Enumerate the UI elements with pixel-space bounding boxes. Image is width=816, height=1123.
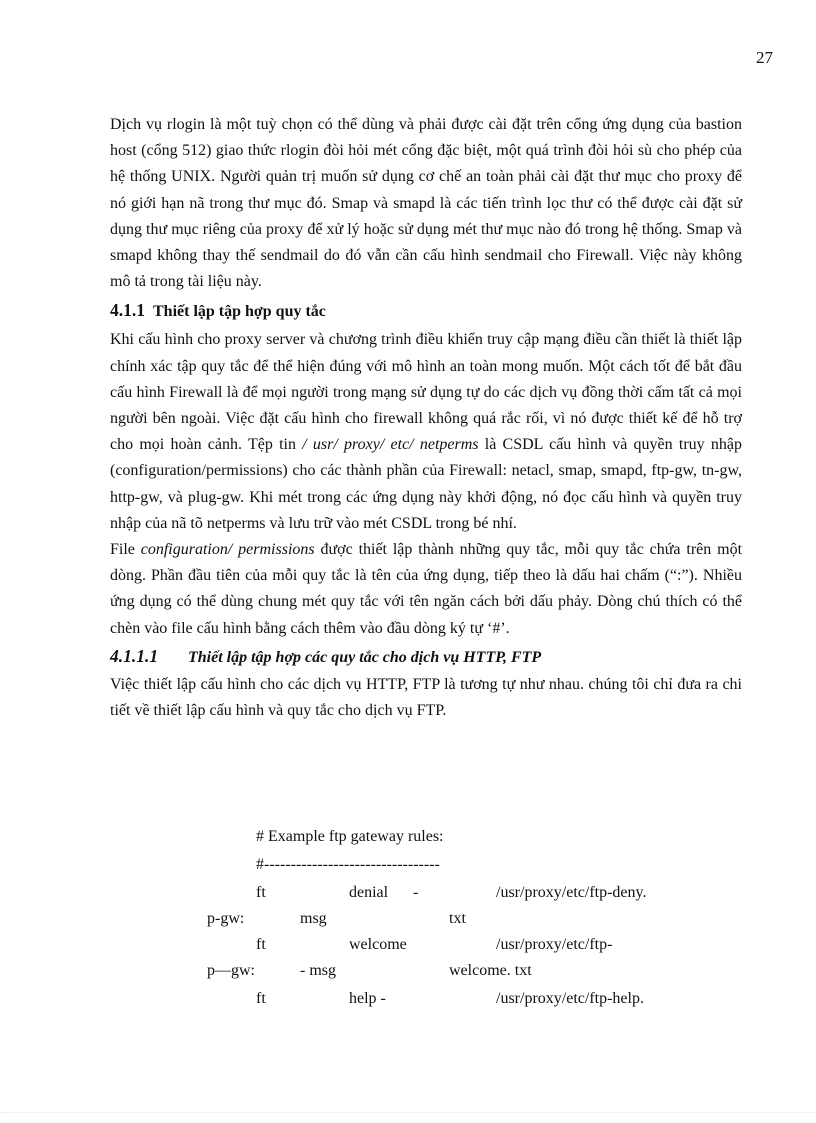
- rule-3-col-a: ft: [256, 936, 266, 953]
- rule-5-col-a: ft: [256, 990, 266, 1007]
- rule-1-col-b: denial: [349, 884, 389, 901]
- heading-4-1-1: [110, 295, 742, 327]
- heading-number: 4.1.1: [110, 300, 145, 321]
- rule-5-col-b: help -: [349, 990, 386, 1007]
- paragraph-text: File: [110, 541, 141, 559]
- rule-2-col-b: msg: [300, 910, 327, 927]
- heading-title: Thiết lập tập hợp các quy tắc cho dịch vụ HTTP, FTP: [188, 648, 542, 666]
- rule-1-col-c: -: [413, 884, 419, 901]
- rules-comment: # Example ftp gateway rules:: [256, 828, 444, 845]
- rule-1-col-d: /usr/proxy/etc/ftp-deny.: [496, 884, 647, 901]
- rule-1-col-a: ft: [256, 884, 266, 901]
- heading-title: Thiết lập tập hợp quy tắc: [153, 303, 326, 321]
- paragraph-rlogin: Dịch vụ rlogin là một tuỳ chọn có thể dùng và phải được cài đặt trên cổng ứng dụng của bastion host (cổng 512) giao thức rlogin đòi hỏi mét cổng đặc biệt, một quá trình đòi hỏi sù cho phép của hệ thống UNIX. Người quản trị muốn sử dụng cơ chế an toàn phải cài đặt thư mục cho proxy để nó giới hạn nã trong thư mục đó. Smap và smapd là các tiến trình lọc thư có thể được cài đặt sử dụng thư mục riêng của proxy để xử lý hoặc sử dụng mét thư mục nào đó trong hệ thống. Smap và smapd không thay thế sendmail do đó vẫn cần cấu hình sendmail cho Firewall. Việc này không mô tả trong tài liệu này.: [110, 116, 742, 291]
- paragraph-text: được thiết lập thành những quy tắc, mỗi quy tắc chứa trên một dòng. Phần đầu tiên của mỗi quy tắc là tên của ứng dụng, tiếp theo là dấu hai chấm (“:”). Nhiều ứng dụng có thể dùng chung mét quy tắc với tên ngăn cách bởi dấu phảy. Dòng chú thích có thể chèn vào file cấu hình bằng cách thêm vào đầu dòng ký tự ‘#’.: [110, 541, 743, 637]
- rule-5-col-c: /usr/proxy/etc/ftp-help.: [496, 990, 644, 1007]
- rule-4-col-b: - msg: [300, 962, 336, 979]
- rule-2-col-a: p-gw:: [207, 910, 245, 927]
- paragraph-text: Khi cấu hình cho proxy server và chương trình điều khiển truy cập mạng điều cần thiết là thiết lập chính xác tập quy tắc để thể hiện đúng với mô hình an toàn mong muốn. Một cách tốt để bắt đầu cấu hình Firewall là để mọi người trong mạng sử dụng tự do các dịch vụ đồng thời cấm tất cả mọi người bên ngoài. Việc đặt cấu hình cho firewall không quá rắc rối, vì nó được thiết kế để hỗ trợ cho mọi hoàn cảnh. Tệp tin: [110, 331, 742, 454]
- rule-2-col-c: txt: [449, 910, 466, 927]
- heading-4-1-1-1: [110, 642, 742, 672]
- paragraph-http-ftp: Việc thiết lập cấu hình cho các dịch vụ HTTP, FTP là tương tự như nhau. chúng tôi chỉ đưa ra chi tiết về thiết lập cấu hình và quy tắc cho dịch vụ FTP.: [110, 675, 742, 720]
- rule-4-col-c: welcome. txt: [449, 962, 532, 979]
- page-number: 27: [756, 48, 773, 67]
- paragraph-rule-setup: [110, 327, 742, 537]
- document-body: [110, 112, 742, 724]
- netperms-path: / usr/ proxy/ etc/ netperms: [302, 436, 479, 454]
- rule-3-col-c: /usr/proxy/etc/ftp-: [496, 936, 613, 953]
- rule-3-col-b: welcome: [349, 936, 407, 953]
- heading-number: 4.1.1.1: [110, 645, 159, 666]
- paragraph-text: là CSDL cấu hình và quyền truy nhập (configuration/permissions) cho các thành phần của Firewall: netacl, smap, smapd, ftp-gw, tn-gw, http-gw, và plug-gw. Khi mét trong các ứng dụng này khởi động, nó đọc cấu hình và quyền truy nhập của nã tõ netperms và lưu trữ vào mét CSDL trong bé nhí.: [110, 436, 743, 532]
- paragraph-config-file: [110, 537, 742, 642]
- config-file-name: configuration/ permissions: [140, 541, 315, 559]
- rules-divider: #---------------------------------: [256, 856, 440, 873]
- page-bottom-divider: [0, 1112, 816, 1114]
- rule-4-col-a: p—gw:: [207, 962, 255, 979]
